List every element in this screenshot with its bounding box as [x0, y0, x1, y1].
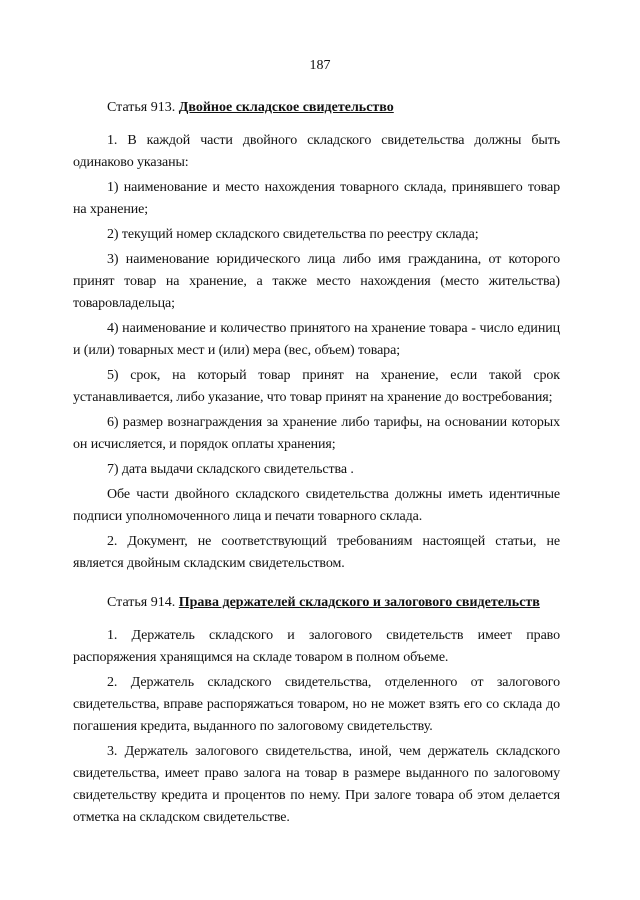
paragraph: 2. Документ, не соответствующий требованиям настоящей статьи, не является двойным складским свидетельством.: [73, 534, 560, 571]
article-paragraphs: [73, 625, 560, 829]
article-number: Статья 914.: [107, 595, 176, 610]
paragraph: 7) дата выдачи складского свидетельства .: [107, 462, 354, 477]
paragraph: Обе части двойного складского свидетельства должны иметь идентичные подписи уполномоченного лица и печати товарного склада.: [73, 487, 560, 524]
paragraph: 2. Держатель складского свидетельства, отделенного от залогового свидетельства, вправе распоряжаться товаром, но не может взять его со склада до погашения кредита, выданного по залоговому свидетельству.: [73, 675, 560, 734]
article-913: [73, 97, 560, 575]
paragraph: 1. В каждой части двойного складского свидетельства должны быть одинаково указаны:: [73, 133, 560, 170]
article-title: Двойное складское свидетельство: [178, 100, 394, 115]
paragraph: 1. Держатель складского и залогового свидетельств имеет право распоряжения хранящимся на складе товаром в полном объеме.: [73, 628, 560, 665]
paragraph: 1) наименование и место нахождения товарного склада, принявшего товар на хранение;: [73, 180, 560, 217]
page-number: 187: [309, 58, 331, 73]
paragraph: 4) наименование и количество принятого на хранение товара - число единиц и (или) товарных мест и (или) мера (вес, объем) товара;: [73, 321, 560, 358]
article-heading: [73, 592, 560, 614]
document-body: [73, 97, 560, 832]
paragraph: 5) срок, на который товар принят на хранение, если такой срок устанавливается, либо указание, что товар принят на хранение до востребования;: [73, 368, 560, 405]
article-914: [73, 592, 560, 829]
paragraph: 2) текущий номер складского свидетельства по реестру склада;: [107, 227, 479, 242]
paragraph: 6) размер вознаграждения за хранение либо тарифы, на основании которых он исчисляется, и порядок оплаты хранения;: [73, 415, 560, 452]
article-title: Права держателей складского и залогового свидетельств: [178, 595, 540, 610]
paragraph: 3. Держатель залогового свидетельства, иной, чем держатель складского свидетельства, имеет право залога на товар в размере выданного по залоговому свидетельству кредита и процентов по нему. При залоге товара об этом делается отметка на складском свидетельстве.: [73, 744, 560, 825]
article-paragraphs: [73, 130, 560, 575]
paragraph: 3) наименование юридического лица либо имя гражданина, от которого принят товар на хранение, а также место нахождения (место жительства) товаровладельца;: [73, 252, 560, 311]
article-heading: [73, 97, 560, 119]
article-number: Статья 913.: [107, 100, 176, 115]
